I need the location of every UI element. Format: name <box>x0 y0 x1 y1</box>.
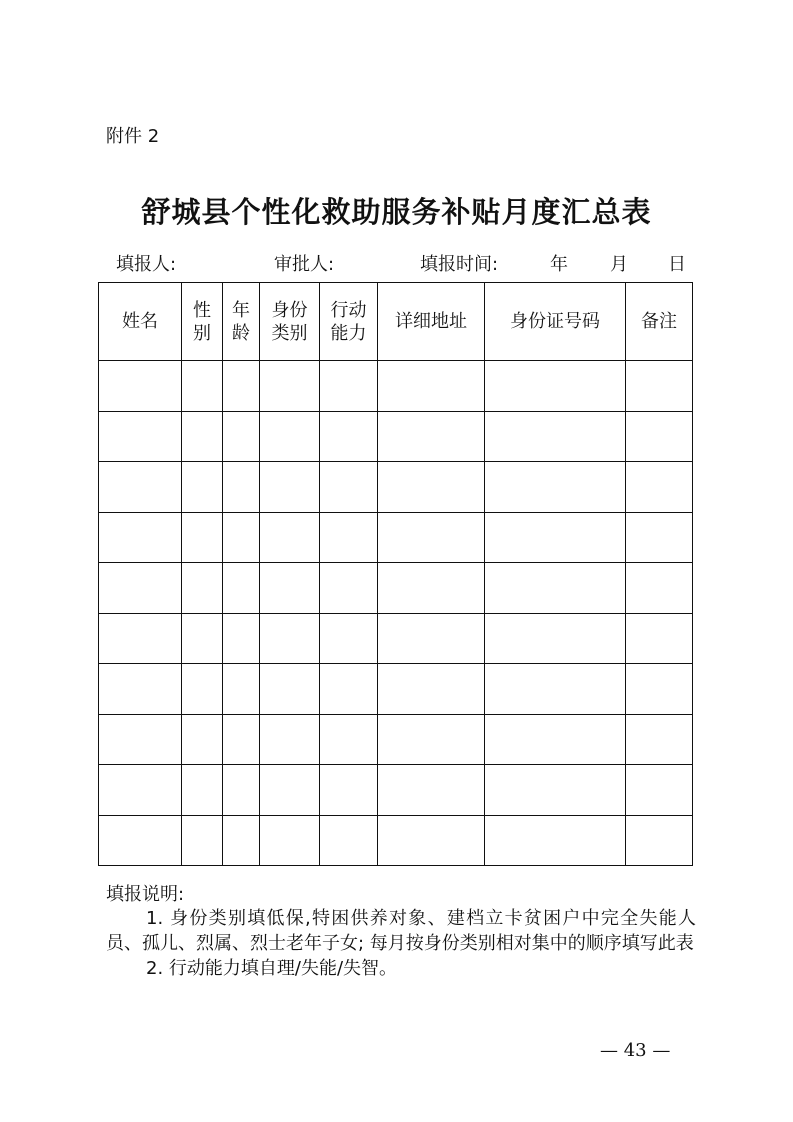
table-cell[interactable] <box>485 512 626 563</box>
table-cell[interactable] <box>223 512 260 563</box>
column-header-text: 姓名 <box>122 311 158 332</box>
table-cell[interactable] <box>223 361 260 412</box>
fill-time-label: 填报时间: <box>420 254 499 275</box>
table-cell[interactable] <box>99 613 182 664</box>
table-cell[interactable] <box>223 411 260 462</box>
column-header <box>320 283 378 361</box>
notes-list <box>106 906 696 981</box>
table-cell[interactable] <box>99 411 182 462</box>
table-cell[interactable] <box>223 714 260 765</box>
table-cell[interactable] <box>182 512 223 563</box>
table-cell[interactable] <box>99 765 182 816</box>
table-cell[interactable] <box>485 815 626 866</box>
table-row <box>99 815 693 866</box>
page-number: — 43 — <box>600 1040 671 1061</box>
table-cell[interactable] <box>182 765 223 816</box>
table-cell[interactable] <box>223 815 260 866</box>
table-cell[interactable] <box>260 361 320 412</box>
table-cell[interactable] <box>626 563 693 614</box>
table-cell[interactable] <box>182 563 223 614</box>
table-row <box>99 765 693 816</box>
table-cell[interactable] <box>260 613 320 664</box>
table-cell[interactable] <box>223 563 260 614</box>
column-header-text: 身份 <box>271 299 308 321</box>
table-cell[interactable] <box>182 462 223 513</box>
table-cell[interactable] <box>99 664 182 715</box>
table-cell[interactable] <box>182 714 223 765</box>
table-cell[interactable] <box>320 563 378 614</box>
table-cell[interactable] <box>626 411 693 462</box>
table-cell[interactable] <box>626 512 693 563</box>
table-cell[interactable] <box>378 462 485 513</box>
table-cell[interactable] <box>626 815 693 866</box>
column-header-text: 龄 <box>232 322 250 344</box>
column-header <box>378 283 485 361</box>
table-cell[interactable] <box>378 664 485 715</box>
table-cell[interactable] <box>485 664 626 715</box>
table-cell[interactable] <box>260 714 320 765</box>
table-cell[interactable] <box>485 714 626 765</box>
column-header <box>182 283 223 361</box>
table-cell[interactable] <box>223 664 260 715</box>
table-cell[interactable] <box>626 664 693 715</box>
table-cell[interactable] <box>378 512 485 563</box>
table-cell[interactable] <box>378 613 485 664</box>
document-title: 舒城县个性化救助服务补贴月度汇总表 <box>141 195 652 229</box>
table-cell[interactable] <box>99 815 182 866</box>
table-cell[interactable] <box>626 462 693 513</box>
note-item: 2. 行动能力填自理/失能/失智。 <box>146 958 398 979</box>
table-row <box>99 613 693 664</box>
table-row <box>99 512 693 563</box>
table-row <box>99 462 693 513</box>
table-cell[interactable] <box>320 462 378 513</box>
table-cell[interactable] <box>626 714 693 765</box>
table-row <box>99 664 693 715</box>
table-cell[interactable] <box>99 563 182 614</box>
summary-table <box>98 282 693 866</box>
table-cell[interactable] <box>223 462 260 513</box>
table-cell[interactable] <box>99 512 182 563</box>
table-cell[interactable] <box>260 462 320 513</box>
column-header-text: 类别 <box>271 322 308 344</box>
table-cell[interactable] <box>99 361 182 412</box>
column-header-text: 身份证号码 <box>510 311 600 332</box>
table-cell[interactable] <box>320 714 378 765</box>
table-cell[interactable] <box>223 613 260 664</box>
table-cell[interactable] <box>378 361 485 412</box>
table-cell[interactable] <box>485 563 626 614</box>
table-row <box>99 714 693 765</box>
table-cell[interactable] <box>378 714 485 765</box>
table-cell[interactable] <box>320 411 378 462</box>
column-header-text: 能力 <box>330 322 367 344</box>
table-cell[interactable] <box>260 563 320 614</box>
table-cell[interactable] <box>320 815 378 866</box>
table-cell[interactable] <box>320 613 378 664</box>
column-header-text: 备注 <box>641 311 677 332</box>
table-cell[interactable] <box>378 765 485 816</box>
table-cell[interactable] <box>485 361 626 412</box>
column-header <box>99 283 182 361</box>
note-item: 1. 身份类别填低保,特困供养对象、建档立卡贫困户中完全失能人员、孤儿、烈属、烈士老年子女; 每月按身份类别相对集中的顺序填写此表 <box>106 908 696 954</box>
table-cell[interactable] <box>485 765 626 816</box>
table-row <box>99 563 693 614</box>
column-header-text: 别 <box>193 322 211 344</box>
table-cell[interactable] <box>320 512 378 563</box>
table-cell[interactable] <box>182 361 223 412</box>
column-header <box>485 283 626 361</box>
table-cell[interactable] <box>260 765 320 816</box>
table-cell[interactable] <box>320 664 378 715</box>
table-cell[interactable] <box>260 815 320 866</box>
column-header-text: 性 <box>193 299 211 321</box>
table-cell[interactable] <box>182 613 223 664</box>
year-label: 年 <box>550 254 568 275</box>
table-cell[interactable] <box>182 664 223 715</box>
table-cell[interactable] <box>378 815 485 866</box>
column-header-text: 年 <box>232 299 250 321</box>
table-cell[interactable] <box>485 411 626 462</box>
column-header-text: 详细地址 <box>395 311 467 332</box>
table-cell[interactable] <box>320 765 378 816</box>
table-cell[interactable] <box>485 462 626 513</box>
column-header-text: 行动 <box>330 299 367 321</box>
table-cell[interactable] <box>182 815 223 866</box>
table-cell[interactable] <box>626 361 693 412</box>
table-cell[interactable] <box>223 765 260 816</box>
attachment-label: 附件 2 <box>106 126 160 147</box>
column-header <box>223 283 260 361</box>
filler-label: 填报人: <box>116 254 177 275</box>
table-cell[interactable] <box>320 361 378 412</box>
month-label: 月 <box>610 254 628 275</box>
table-cell[interactable] <box>260 512 320 563</box>
notes-title: 填报说明: <box>106 884 185 905</box>
approver-label: 审批人: <box>274 254 335 275</box>
column-header <box>260 283 320 361</box>
table-body <box>99 361 693 866</box>
table-cell[interactable] <box>182 411 223 462</box>
table-row <box>99 361 693 412</box>
table-cell[interactable] <box>378 563 485 614</box>
table-row <box>99 411 693 462</box>
table-cell[interactable] <box>99 714 182 765</box>
header-row <box>99 283 693 361</box>
table-cell[interactable] <box>378 411 485 462</box>
table-cell[interactable] <box>626 765 693 816</box>
table-cell[interactable] <box>485 613 626 664</box>
day-label: 日 <box>668 254 686 275</box>
table-cell[interactable] <box>626 613 693 664</box>
table-cell[interactable] <box>99 462 182 513</box>
column-header <box>626 283 693 361</box>
table-cell[interactable] <box>260 411 320 462</box>
table-cell[interactable] <box>260 664 320 715</box>
